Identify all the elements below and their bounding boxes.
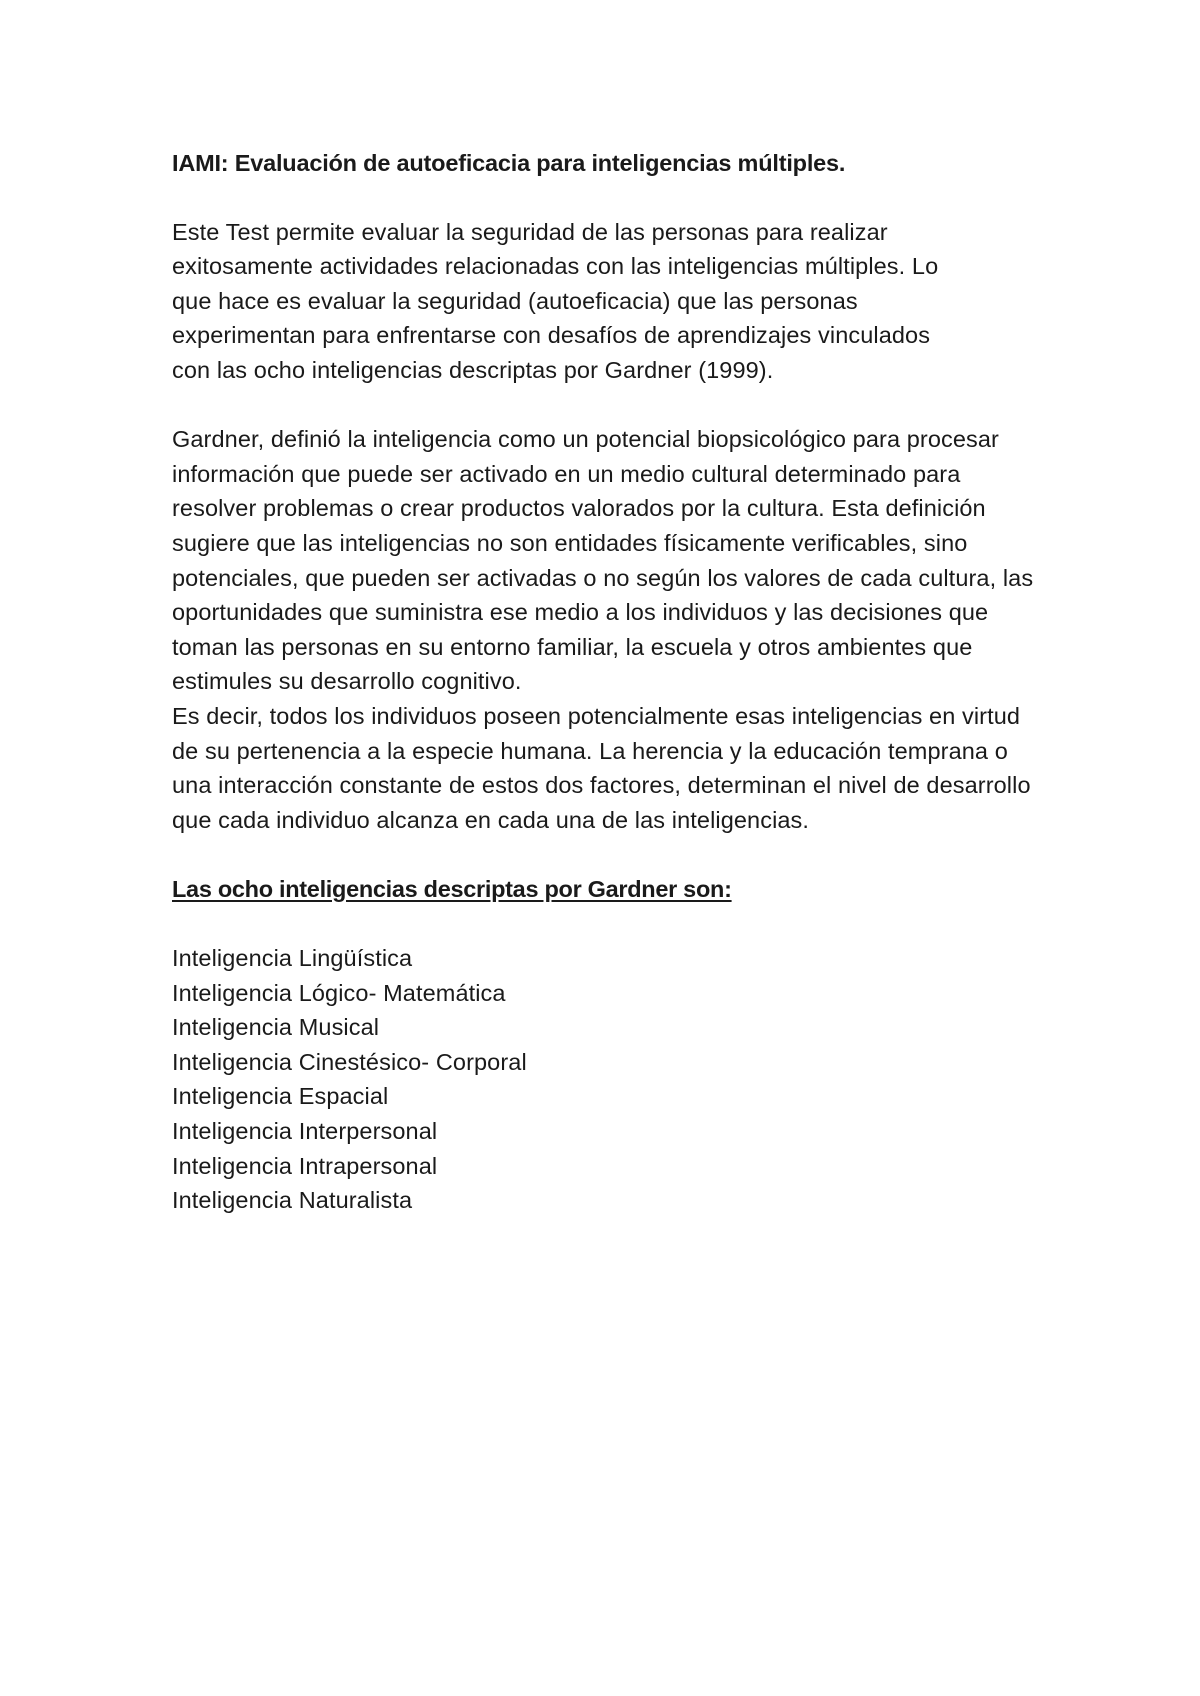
spacer	[172, 837, 1132, 872]
intelligences-list	[172, 941, 1132, 1218]
document-title: IAMI: Evaluación de autoeficacia para inteligencias múltiples.	[172, 150, 846, 176]
list-item: Inteligencia Cinestésico- Corporal	[172, 1048, 527, 1075]
explanation-line: de su pertenencia a la especie humana. La herencia y la educación temprana o	[172, 737, 1008, 764]
intro-line: que hace es evaluar la seguridad (autoeficacia) que las personas	[172, 287, 858, 314]
intro-line: exitosamente actividades relacionadas con las inteligencias múltiples. Lo	[172, 253, 939, 280]
spacer	[172, 388, 1132, 423]
explanation-line: Es decir, todos los individuos poseen potencialmente esas inteligencias en virtud	[172, 702, 1021, 729]
intro-line: con las ocho inteligencias descriptas por Gardner (1999).	[172, 356, 774, 383]
list-item: Inteligencia Espacial	[172, 1083, 389, 1110]
definition-line: estimules su desarrollo cognitivo.	[172, 668, 522, 695]
explanation-line: que cada individuo alcanza en cada una de las inteligencias.	[172, 806, 810, 833]
intro-line: experimentan para enfrentarse con desafíos de aprendizajes vinculados	[172, 322, 931, 349]
list-heading: Las ocho inteligencias descriptas por Gardner son:	[172, 875, 732, 902]
list-item: Inteligencia Lógico- Matemática	[172, 979, 506, 1006]
list-item: Inteligencia Musical	[172, 1014, 380, 1041]
definition-line: oportunidades que suministra ese medio a los individuos y las decisiones que	[172, 599, 989, 626]
explanation-line: una interacción constante de estos dos factores, determinan el nivel de desarrollo	[172, 772, 1031, 799]
definition-line: resolver problemas o crear productos valorados por la cultura. Esta definición	[172, 495, 986, 522]
intro-paragraph	[172, 215, 1132, 388]
list-item: Inteligencia Intrapersonal	[172, 1152, 438, 1179]
list-item: Inteligencia Lingüística	[172, 945, 413, 972]
list-item: Inteligencia Naturalista	[172, 1187, 413, 1214]
definition-line: sugiere que las inteligencias no son entidades físicamente verificables, sino	[172, 529, 968, 556]
list-item: Inteligencia Interpersonal	[172, 1118, 438, 1145]
definition-line: información que puede ser activado en un medio cultural determinado para	[172, 460, 961, 487]
definition-paragraph	[172, 422, 1132, 699]
document-content	[172, 146, 1132, 1218]
definition-line: toman las personas en su entorno familiar, la escuela y otros ambientes que	[172, 633, 973, 660]
spacer	[172, 180, 1132, 215]
explanation-paragraph	[172, 699, 1132, 837]
intro-line: Este Test permite evaluar la seguridad de las personas para realizar	[172, 218, 888, 245]
definition-line: Gardner, definió la inteligencia como un potencial biopsicológico para procesar	[172, 426, 999, 453]
definition-line: potenciales, que pueden ser activadas o no según los valores de cada cultura, las	[172, 564, 1034, 591]
spacer	[172, 906, 1132, 941]
